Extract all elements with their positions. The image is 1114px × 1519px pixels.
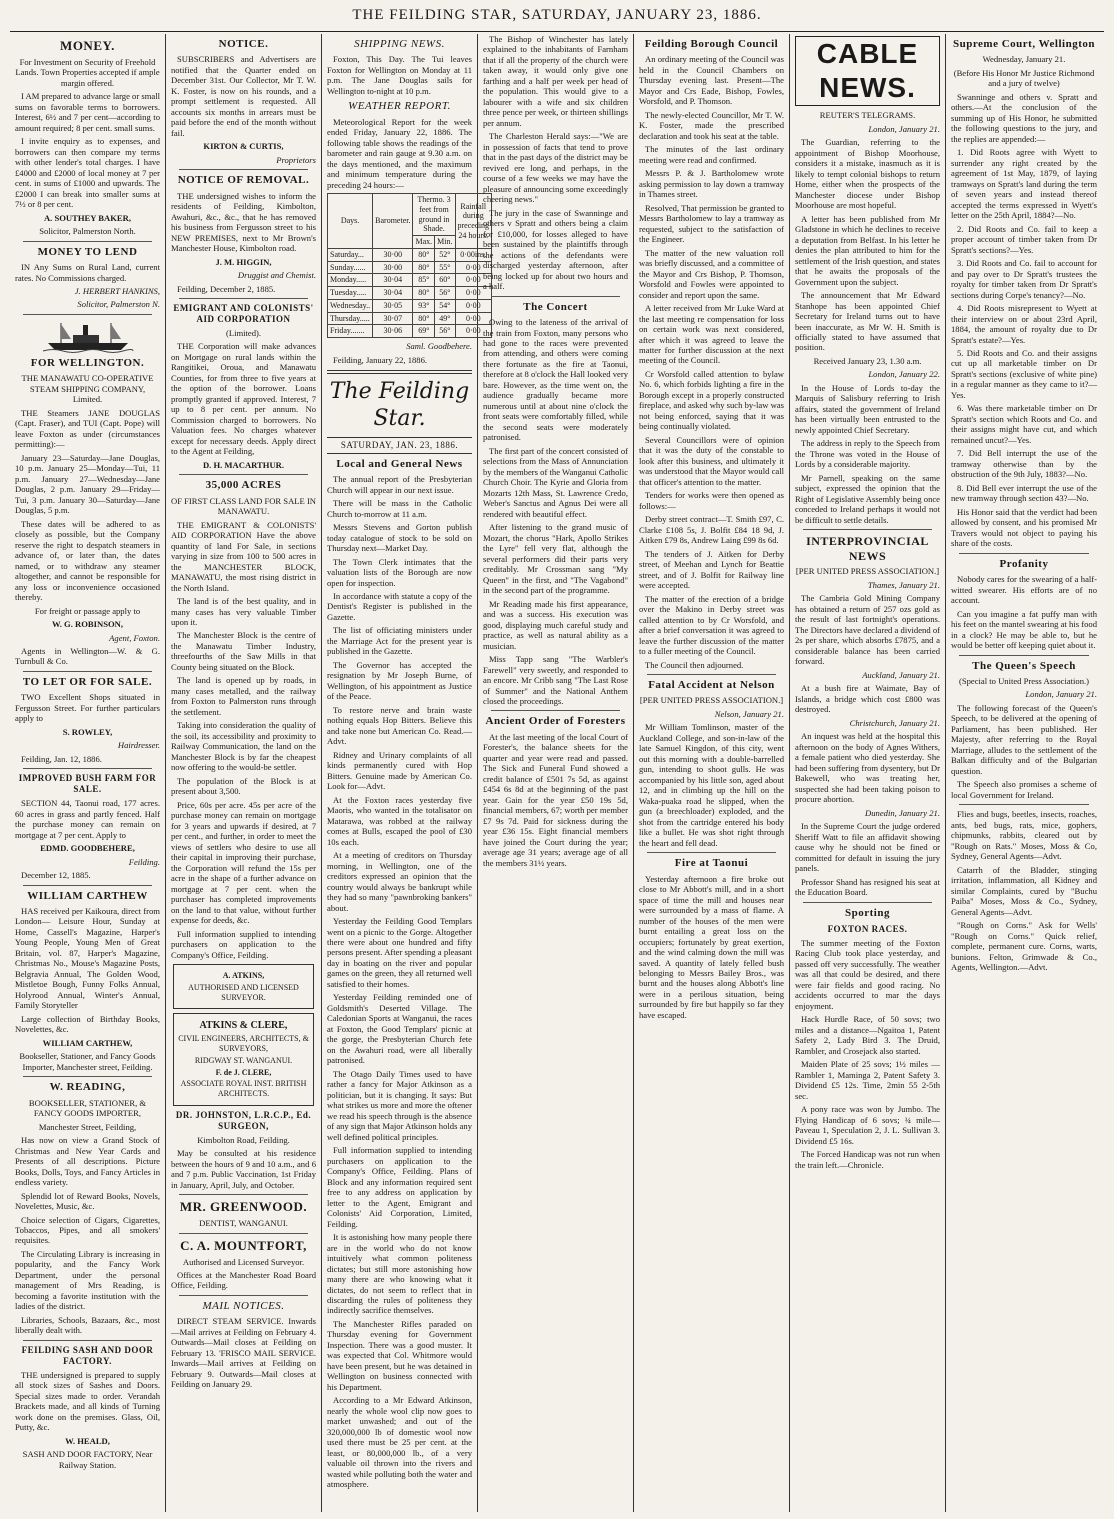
weather-cell: 80° [413, 312, 435, 325]
concert-body: Miss Tapp sang "The Warbler's Farewell" very sweetly, and responded to an encore. Mr Cribb sang "The Last Rose of Summer" and the National Anthem closed the proceedings. [483, 654, 628, 706]
atkins-clere-address: RIDGWAY ST. WANGANUI. [194, 1055, 293, 1065]
local-item: Full information supplied to intending purchasers on application to the Company's Office, Feilding. Plans of Block and any information required sent free to any address on application by letter to the Agent, Emigrant and Colonists' Aid Corporation, Limited, Feilding. [327, 1145, 472, 1229]
greenwood-heading: MR. GREENWOOD. [179, 1199, 308, 1215]
speech-body: The following forecast of the Queen's Speech, to be delivered at the opening of Parliament, has been published. Her Majesty, after referring to the Royal Marriage, alludes to the settlement of the Balkan difficulty and of the Bulgarian question. [951, 702, 1097, 776]
council-body: Messrs P. & J. Bartholomew wrote asking permission to lay down a tramway in Thames street. [639, 168, 784, 200]
court-item: His Honor said that the verdict had been allowed by consent, and his promised Mr Travers would not object to paying his share of the costs. [951, 506, 1097, 549]
court-item: 4. Did Roots misrepresent to Wyett at their interview on or about 23rd April, 1884, the amount of royalty due to Dr Spratt's estate?—Yes. [951, 303, 1097, 345]
divider [959, 804, 1089, 805]
cable-date: London, January 21. [868, 123, 940, 134]
manawatu-company: THE MANAWATU CO-OPERATIVE STEAM SHIPPING COMPANY, Limited. [21, 373, 154, 405]
weather-cell: 0·00 [455, 325, 492, 338]
interprovincial-heading: INTERPROVINCIAL NEWS [806, 534, 929, 563]
rowley-name: S. ROWLEY, [62, 726, 113, 737]
interprovincial-date: Thames, January 21. [867, 579, 940, 590]
masthead-title: THE FEILDING STAR, SATURDAY, JANUARY 23, 1886. [352, 6, 762, 23]
reading-heading: W. READING, [49, 1081, 126, 1094]
divider [179, 1233, 308, 1234]
notice-body: SUBSCRIBERS and Advertisers are notified that the Quarter ended on December 31st. Our Collector, Mr T. W. K. Foster, is now on his rounds, and a prompt settlement is requested. All accounts six months in arrears must be paid before the end of the month without fail. [171, 54, 316, 138]
concert-body: Mr Reading made his first appearance, and was a success. His execution was good, displaying much careful study and practice, as well as natural ability as a musician. [483, 598, 628, 651]
speech-heading: The Queen's Speech [972, 659, 1076, 672]
weather-cell: 30·07 [373, 312, 413, 325]
emigrant-body: THE Corporation will make advances on Mortgage on rural lands within the Rangitikei, Oroua, and Manawatu Counties, for from three to five years at the option of the borrower. Loans promptly granted if approved. Interest, 7 up to 8 per cent. per annum. No Commission charged to borrowers. No Valuation fees. No charges whatever except for necessary deeds. Apply direct to the Agent at Feilding, [171, 341, 316, 457]
local-item: The annual report of the Presbyterian Church will appear in our next issue. [327, 474, 472, 495]
emigrant2-body-8: Full information supplied to intending purchasers on application to the Company's Office, Feilding. [171, 928, 316, 960]
weather-cell: 30·06 [373, 325, 413, 338]
carthew-heading: WILLIAM CARTHEW [27, 889, 148, 902]
council-body: Derby street contract—T. Smith £97, C. Clarke £108 5s, J. Bolfit £84 18 9d, J. Aitken £79 8s, Andrew Laing £99 8s 6d. [639, 514, 784, 546]
weather-cell: Sunday...... [328, 261, 373, 274]
weather-heading: WEATHER REPORT. [348, 100, 451, 113]
weather-cell: 49° [435, 312, 455, 325]
column-6 [790, 34, 946, 1512]
interprovincial-item: An inquest was held at the hospital this afternoon on the body of Agnes Withers, a female patient who died yesterday. She had been suffering from dysentery, but Dr Bakewell, who was treating her, suspected she had been taking poison to procure abortion. [795, 731, 940, 805]
weather-row [328, 261, 492, 274]
reading-body-4: The Circulating Library is increasing in popularity, and the Fancy Work Department, under the personal management of Mrs Reading, is becoming a favorite institution with the ladies of the district. [15, 1248, 160, 1312]
local-item: To restore nerve and brain waste nothing equals Hop Bitters. Believe this and take none but American Co. Read.—Advt. [327, 704, 472, 747]
atkins-box [173, 964, 314, 1009]
weather-cell: 56° [435, 325, 455, 338]
court-date: Wednesday, January 21. [982, 54, 1066, 65]
carthew-sig-2: Bookseller, Stationer, and Fancy Goods Importer, Manchester street, Feilding. [19, 1051, 156, 1072]
news-item: The Bishop of Winchester has lately explained to the inhabitants of Farnham that if all the property of the church were taken away, it would only give one farthing and a half per week per head of the population. This would give to a labourer with a wife and six children three pence per week, or thirteen shillings per annum. [483, 34, 628, 128]
council-body: The tenders of J. Aitken for Derby street, of Meehan and Lynch for Beattie street, and of J. Bolfit for Railway line were accepted. [639, 548, 784, 591]
weather-cell: 0·00 [455, 261, 492, 274]
council-body: Resolved, That permission be granted to Messrs Bartholomew to lay a tramway as requested, subject to the satisfaction of the Engineer. [639, 202, 784, 245]
reading-body: Has now on view a Grand Stock of Christmas and New Year Cards and Presents of all descriptions. Picture Books, Dolls, Toys, and Fancy Articles in endless variety. [15, 1135, 160, 1188]
weather-cell: 54° [435, 299, 455, 312]
goodbehere-title: Feilding. [128, 856, 160, 867]
emigrant2-body-4: The land is opened up by roads, in many cases metalled, and the railway from Foxton to Palmerston runs through the settlement. [171, 675, 316, 717]
weather-cell: 30·04 [373, 274, 413, 287]
steamship-illustration [15, 319, 160, 353]
atkins-clere-title: CIVIL ENGINEERS, ARCHITECTS, & SURVEYORS, [178, 1034, 309, 1054]
court-item: 7. Did Bell interrupt the use of the tramway otherwise than by the obstruction of the 9th July, 1883?—No. [951, 448, 1097, 480]
divider [179, 1194, 308, 1195]
cable-date: London, January 22. [868, 369, 940, 380]
money-intro: For Investment on Security of Freehold Lands. Town Properties accepted if ample margin offered. [15, 56, 160, 88]
notice-heading: NOTICE. [218, 38, 269, 50]
weather-col-barometer: Barometer. [373, 194, 413, 249]
council-body: The matter of the new valuation roll was briefly discussed, and a committee of the Mayor and Crs Bishop, P. Thomson, Worsfold and Fowles were appointed to consider and report upon the same. [639, 247, 784, 300]
council-body: A letter received from Mr Luke Ward at the last meeting re compensation for loss on certain work was next considered, after which it was agreed to leave the matter for further discussion at the next meeting of the Council. [639, 303, 784, 366]
interprovincial-item: At a bush fire at Waimate, Bay of Islands, a bridge which cost £800 was destroyed. [795, 683, 940, 715]
weather-table [327, 193, 492, 338]
reading-body-5: Libraries, Schools, Bazaars, &c., most liberally dealt with. [15, 1314, 160, 1336]
local-item: Yesterday Feilding reminded one of Goldsmith's Deserted Village. The Caledonian Sports at Wanganui, the races at Foxton, the Good Templars' picnic at the gorge, the Presbyterian Church fete on the Awahuri road, were all liberally patronised. [327, 992, 472, 1066]
divider [23, 314, 152, 315]
freight-line: For freight or passage apply to [34, 605, 141, 616]
money-heading: MONEY. [60, 38, 115, 53]
removal-heading: NOTICE OF REMOVAL. [177, 174, 310, 187]
council-body: The minutes of the last ordinary meeting were read and confirmed. [639, 144, 784, 165]
foxton-races-heading: FOXTON RACES. [827, 923, 908, 934]
cable-item: In the House of Lords to-day the Marquis of Salisbury referring to Irish affairs, stated the government of Ireland has been virtually been entrusted to the newly appointed Chief Secretary. [795, 382, 940, 435]
divider [179, 1295, 308, 1296]
let-body: TWO Excellent Shops situated in Fergusson Street. For further particulars apply to [15, 692, 160, 724]
weather-cell: 0·00 [455, 299, 492, 312]
divider [179, 298, 308, 299]
weather-row [328, 287, 492, 300]
money-body: I AM prepared to advance large or small sums on favorable terms to borrowers. Interest, 6½ and 7 per cent—according to amount required; 8 per cent. small sums. [15, 91, 160, 133]
divider [23, 1340, 152, 1341]
mountfort-title: Authorised and Licensed Surveyor. [182, 1256, 305, 1267]
southey-title: Solicitor, Palmerston North. [39, 226, 136, 237]
hankins-title: Solicitor, Palmerston N. [77, 299, 160, 310]
sporting-item: Maiden Plate of 25 sovs; 1½ miles —Rambler 1, Maminga 2, Patent Safety 3. Dividend £5 12s. Time, 2min 55 2-5th sec. [795, 1059, 940, 1101]
bush-heading: IMPROVED BUSH FARM FOR SALE. [18, 773, 157, 795]
reading-sub-2: Manchester Street, Feilding, [38, 1121, 137, 1132]
heald-name: W. HEALD, [65, 1435, 110, 1446]
emigrant2-body-6: The population of the Block is at present about 3,500. [171, 775, 316, 797]
divider [23, 671, 152, 672]
nelson-heading: Fatal Accident at Nelson [648, 679, 775, 692]
council-body: Tenders for works were then opened as follows:— [639, 490, 784, 511]
emigrant2-body-7: Price, 60s per acre. 45s per acre of the purchase money can remain on mortgage for 3 years and upwards if desired, at 7 per cent., and further, in order to meet the views of settlers who desire to use all their capital in improving their purchase, the Corporation will refund the 15s per acre in the shape of a further advance on mortgage at 7 per cent. when the purchaser has completed improvements on the land to that value, without further expense for deeds, &c. [171, 799, 316, 926]
newspaper-flag: The Feilding Star. [329, 379, 470, 431]
johnston-address: Kimbolton Road, Feilding. [197, 1134, 290, 1145]
local-item: The Governor has accepted the resignation by Mr Joseph Burne, of Wellington, of his appointment as Justice of the Peace. [327, 659, 472, 702]
foresters-body: At the last meeting of the local Court of Forester's, the balance sheets for the quarter and year were read and passed. The Sick and Funeral Fund showed a credit balance of £501 7s 5d, as against £454 6s 8d at the beginning of the past year. Gain for the year £50 19s 5d, financial members, 67; worth per member £7 9s 7d. Paid for sickness during the year £36 15s. Eight financial members have joined the Court during the year; average age 31 years; average age of all the members 31½ years. [483, 731, 628, 868]
weather-cell: 0·00 [455, 274, 492, 287]
mail-heading: MAIL NOTICES. [202, 1299, 285, 1312]
weather-cell: 85° [413, 274, 435, 287]
divider [23, 1076, 152, 1077]
lend-heading: MONEY TO LEND [37, 245, 138, 258]
wellington-heading: FOR WELLINGTON. [30, 356, 145, 369]
advert-item: Catarrh of the Bladder, stinging irritation, inflammation, all Kidney and similar Complaints, cured by "Buchu Paiba" Moses, Moss & Co., Sydney, General Agents—Advt. [951, 864, 1097, 917]
emigrant2-body-5: Taking into consideration the quality of the soil, its accessibility and proximity to Railway Communication, the land on the Manchester Block is by far the cheapest now offering to the would-be settler. [171, 720, 316, 773]
robinson-title: Agent, Foxton. [109, 632, 160, 643]
interprovincial-item: Professor Shand has resigned his seat at the Education Board. [795, 876, 940, 898]
weather-col-min: Min. [435, 236, 455, 249]
cable-news-heading: CABLE NEWS. [795, 36, 940, 106]
issue-dateline: SATURDAY, JAN. 23, 1886. [327, 437, 472, 454]
emigrant-heading: EMIGRANT AND COLONISTS' AID CORPORATION [173, 303, 314, 324]
column-5 [634, 34, 790, 1512]
weather-row [328, 248, 492, 261]
higgin-name: J. M. HIGGIN, [215, 256, 272, 267]
divider [23, 241, 152, 242]
rowley-date: Feilding, Jan. 12, 1886. [21, 753, 102, 764]
local-item: The Town Clerk intimates that the valuation lists of the Borough are now open for inspection. [327, 556, 472, 588]
divider [803, 902, 932, 903]
court-item: 1. Did Roots agree with Wyett to surrender any right created by the agreement of 1st May, 1879, of laying tramways on Spratt's land during the term of seven years and instead thereof accepted the terms expressed in Wyett's letter on the 25th April, 1884?—No. [951, 147, 1097, 221]
local-item: At the Foxton races yesterday five Maoris, who wanted in the totalisator on Matarawa, was robbed at the railway comes at Bulls, escaped the pool of £30 10s each. [327, 794, 472, 847]
heald-title: SASH AND DOOR FACTORY, Near Railway Station. [22, 1449, 153, 1470]
concert-body: Owing to the lateness of the arrival of the train from Foxton, many persons who had gone to the races were prevented from attending, and others were coming there fortunate as the fire at Taonui, therefore at 8 o'clock the Hall looked very bare. However, as the time went on, the audience gradually became more numerous until at about nine o'clock the front seats were comfortably filled, while the second seats were moderately patronised. [483, 317, 628, 443]
local-item: Messrs Stevens and Gorton publish today catalogue of stock to be sold on Thursday next—Market Day. [327, 522, 472, 554]
sporting-item: Hack Hurdle Race, of 50 sovs; two miles and a distance—Ngaitoa 1, Patent Safety 2, Lady Bird 3. The Druid, Rambler, and Crosejack also started. [795, 1014, 940, 1056]
weather-cell: 60° [435, 274, 455, 287]
column-4 [478, 34, 634, 1512]
local-item: The list of officiating ministers under the Marriage Act for the present year is published in the Gazette. [327, 625, 472, 657]
council-body: Cr Worsfold called attention to bylaw No. 6, which forbids lighting a fire in the Borough except in a properly constructed fireplace, and asked why such by-law was not being enforced, saying that it was being continually violated. [639, 368, 784, 432]
nelson-body: Mr William Tomlinson, master of the Auckland College, and son-in-law of the late Samuel Kingdon, of this city, went out this morning with a double-barrelled gun, intending to shoot gulls. He was accompanied by his little son, aged about 12, and in climbing up the hill on the Waka-puaka road he slipped, when the gun (a breechloader) exploded, and the shot from the cartridge entered his body like a bullet. He was shot right through the heart and fell dead. [639, 722, 784, 848]
weather-cell: Saturday... [328, 248, 373, 261]
sailings-list: January 23—Saturday—Jane Douglas, 10 p.m. January 25—Monday—Tui, 11 p.m. January 27—Wednesday—Jane Douglas, 2 p.m. January 29—Friday—Tui, 3 p.m. January 30—Saturday—Jane Douglas, 5 p.m. [15, 452, 160, 516]
foresters-heading: Ancient Order of Foresters [485, 715, 626, 728]
court-item: 2. Did Roots and Co. fail to keep a proper account of timber taken from Dr Spratt's sections?—Yes. [951, 223, 1097, 255]
carthew-body-2: Large collection of Birthday Books, Novelettes, &c. [15, 1013, 160, 1035]
nelson-date: Nelson, January 21. [714, 708, 784, 719]
emigrant2-body-2: The land is of the best quality, and in many cases has very valuable Timber upon it. [171, 596, 316, 627]
weather-col-rainfall: Rainfall during preceding 24 hours. [455, 194, 492, 249]
profanity-body: Can you imagine a fat puffy man with his feet on the mantel swearing at his food in a clock? He may be able to, but he would be better off keeping quiet about it. [951, 608, 1097, 651]
local-item: It is astonishing how many people there are in the world who do not know intuitively what common politeness dictates; but still more astonishing how many there are who knowing what it dictates, do not seem to reflect that in discarding the rules of politeness they indirectly sacrifice themselves. [327, 1232, 472, 1316]
column-1 [10, 34, 166, 1512]
concert-body: The first part of the concert consisted of selections from the Mass of Annunciation by the members of the Wanganui Catholic Church Choir. The Kyrie and Gloria from Mozarts 12th Mass, St. Lawrence Credo, Weber's Sanctus and Agnus Dei were all rendered with beautiful effect. [483, 445, 628, 519]
weather-cell: 52° [435, 248, 455, 261]
divider [647, 674, 776, 675]
emigrant-sub: (Limited). [225, 327, 262, 338]
local-item: The Manchester Rifles paraded on Thursday evening for Government Inspection. There was a good muster. It was expected that Col. Whitmore would have been present, but he was detained in Wellington on business connected with his Department. [327, 1318, 472, 1392]
taonui-heading: Fire at Taonui [674, 857, 749, 870]
weather-row [328, 274, 492, 287]
atkins-clere-box [173, 1013, 314, 1106]
weather-cell: Friday....... [328, 325, 373, 338]
sash-heading: FEILDING SASH AND DOOR FACTORY. [21, 1344, 154, 1366]
weather-col-days: Days. [328, 194, 373, 249]
kirton-name: KIRTON & CURTIS, [203, 141, 284, 152]
council-body: The matter of the erection of a bridge over the Makino in Derby street was called attention to by Cr Worsfold, and after a brief conversation it was agreed to leave the further discussion of the matter to a fuller meeting of the Council. [639, 593, 784, 657]
local-item: In accordance with statute a copy of the Dentist's Register is published in the Gazette. [327, 590, 472, 622]
masthead-rule [10, 31, 1104, 32]
sporting-item: The summer meeting of the Foxton Racing Club took place yesterday, and passed off very successfully. The weather was all that could be desired, and there were fair fields and good racing. No accidents occurred to mar the days enjoyment. [795, 937, 940, 1011]
clere-name: F. de J. CLERE, [215, 1067, 272, 1077]
interprovincial-item: In the Supreme Court the judge ordered Sheriff Watt to file an affidavit showing cause why he should not be fined or committed for default in issuing the jury panels. [795, 821, 940, 874]
council-body: The Council then adjourned. [645, 659, 744, 670]
clere-title: ASSOCIATE ROYAL INST. BRITISH ARCHITECTS. [180, 1079, 307, 1099]
weather-cell: Wednesday.. [328, 299, 373, 312]
cable-item: The address in reply to the Speech from the Throne was voted in the House of Lords by a considerable majority. [795, 438, 940, 470]
weather-cell: 80° [413, 261, 435, 274]
profanity-body: Nobody cares for the swearing of a half-witted swearer. His efforts are of no account. [951, 574, 1097, 606]
interprovincial-date: Christchurch, January 21. [849, 717, 940, 728]
sporting-heading: Sporting [845, 906, 890, 919]
removal-body: THE undersigned wishes to inform the residents of Feilding, Kimbolton, Awahuri, &c., &c., that he has removed his business from Fergusson street to his NEW PREMISES, next to Mr Brown's Manchester House, Kimbolton road. [171, 190, 316, 254]
council-body: An ordinary meeting of the Council was held in the Council Chambers on Thursday evening last. Present—The Mayor and Crs Eade, Bishop, Fowles, Worsfold, and P. Thomson. [639, 54, 784, 107]
court-heading: Supreme Court, Wellington [953, 38, 1095, 50]
reading-body-2: Splendid lot of Reward Books, Novels, Novelettes, Music, &c. [15, 1190, 160, 1212]
advert-item: Flies and bugs, beetles, insects, roaches, ants, bed bugs, rats, mice, gophers, chipmunks, rabbits, cleared out by "Rough on Rats." Moses, Moss & Co, Sydney, General Agents—Advt. [951, 809, 1097, 862]
weather-cell: 80° [413, 287, 435, 300]
reading-sub: BOOKSELLER, STATIONER, & FANCY GOODS IMPORTER, [28, 1097, 147, 1119]
weather-row [328, 325, 492, 338]
speech-date: London, January 21. [1025, 689, 1097, 700]
macarthur-name: D. H. MACARTHUR. [202, 459, 285, 470]
agents-line: Agents in Wellington—W. & G. Turnbull & Co. [15, 645, 160, 667]
local-item: Yesterday the Feilding Good Templars went on a picnic to the Gorge. Altogether there were about one hundred and fifty persons present. After spending a pleasant day in boating on the river and popular games on the green, they all returned well satisfied to their homes. [327, 916, 472, 989]
shipping-heading: SHIPPING NEWS. [354, 38, 445, 50]
interprovincial-item: The Cambria Gold Mining Company has obtained a return of 257 ozs gold as the result of last fortnight's operations. The Directors have declared a dividend of 2s per share, which absorbs £7875, and a considerable balance has been carried forward. [795, 593, 940, 667]
concert-body: After listening to the grand music of Mozart, the chorus "Hark, Apollo Strikes the Lyre" fell very flat, although the several performers did their parts very creditably. Mr Crossman sang "My Queen" in the first, and "The Vagabond" in the second part of the programme. [483, 522, 628, 596]
divider [179, 169, 308, 170]
acres-sub: OF FIRST CLASS LAND FOR SALE IN MANAWATU. [171, 495, 317, 517]
newspaper-columns [10, 34, 1104, 1512]
weather-cell: 30·00 [373, 261, 413, 274]
bush-body: SECTION 44, Taonui road, 177 acres. 60 acres in grass and partly fenced. Half the purchase money can remain on mortgage at 7 per cent. Apply to [15, 798, 160, 840]
cable-item: Mr Parnell, speaking on the same subject, expressed the opinion that the Right of Legislative Assembly being once conceded to Ireland perhaps it would not be difficult to settle details. [795, 472, 940, 525]
higgin-date: Feilding, December 2, 1885. [177, 283, 276, 294]
mail-body: DIRECT STEAM SERVICE. Inwards—Mail arrives at Feilding on February 4. Outwards—Mail closes at Feilding on February 13. 'FRISCO MAIL SERVICE. Inwards—Mail arrives at Feilding on February 9. Outwards—Mail closes at Feilding on January 29. [171, 1316, 316, 1390]
local-item: Ridney and Urinary complaints of all kinds permanently cured with Hop Bitters. Genuine made by American Co. Look for—Advt. [327, 749, 472, 792]
local-item: According to a Mr Edward Atkinson, nearly the whole wool clip now goes to market unwashed; and out of the 320,000,000 lb of domestic wool now used there must be 25 per cent. at the least, or 80,000,000 lb., of a very valuable oil thrown into the rivers and wasted while polluting both the water and atmosphere. [327, 1395, 472, 1490]
kirton-title: Proprietors [276, 154, 316, 165]
steamers-body: THE Steamers JANE DOUGLAS (Capt. Fraser), and TUI (Capt. Pope) will leave Foxton as under (circumstances permitting):— [15, 407, 160, 450]
weather-cell: 55° [435, 261, 455, 274]
divider [491, 710, 620, 711]
weather-cell: 69° [413, 325, 435, 338]
weather-row [328, 312, 492, 325]
weather-cell: 0·00 [455, 312, 492, 325]
sporting-item: The Forced Handicap was not run when the train left.—Chronicle. [795, 1149, 940, 1170]
rowley-title: Hairdresser. [117, 740, 160, 751]
column-3 [322, 34, 490, 1512]
carthew-body: HAS received per Kaikoura, direct from London— Leisure Hour, Sunday at Home, Cassell's Magazine, Harper's Young People, Young Men of Great Britain, vol. 87, Harper's Magazine, Christmas No., Mouse's Magazine Posts, Belgravia Annual, The Golden Wood, Mistletoe Bough, Funny Folks Annual, Holyrood Annual, Winter's Annual, Family Storyteller [15, 906, 160, 1011]
let-heading: TO LET OR FOR SALE. [22, 675, 153, 688]
divider [23, 768, 152, 769]
atkins-name: A. ATKINS, [222, 971, 265, 980]
weather-col-max: Max. [413, 236, 435, 249]
mountfort-heading: C. A. MOUNTFORT, [180, 1237, 307, 1253]
weather-body: Meteorological Report for the week ended Friday, January 22, 1886. The following table shows the readings of the barometer and rain gauge at 9.30 a.m. on the days mentioned, and the maximum and minimum temperature during the preceding 24 hours:— [327, 116, 472, 190]
cable-item: A letter has been published from Mr Gladstone in which he declines to receive a deputation from Belfast. In his letter he denies the plan attributed to him for the settlement of the Irish question, and states that he awaits the proposals of the Government upon the subject. [795, 213, 940, 287]
received-line: Received January 23, 1.30 a.m. [813, 355, 922, 366]
divider [803, 529, 932, 530]
lend-body: IN Any Sums on Rural Land, current rates. No Commissions charged. [15, 262, 160, 283]
divider [491, 296, 620, 297]
acres-heading: 35,000 ACRES [205, 479, 282, 492]
johnston-body: May be consulted at his residence between the hours of 9 and 10 a.m., and 6 and 7 p.m. Public Vaccination, 1st Friday in January, April, July, and October. [171, 1148, 316, 1190]
weather-cell: Tuesday..... [328, 287, 373, 300]
cable-item: The announcement that Mr Edward Stanhope has been appointed Chief Secretary for Ireland turns out to have been inaccurate, as Mr W. H. Smith is officially stated to have assumed that position. [795, 290, 940, 353]
local-item: The Otago Daily Times used to have rather a fancy for Major Atkinson as a politician, but it is changing. It says: But what strikes us more and more the oftener we read his speech through is the absence of any sign that Major Atkinson holds any well defined political principles. [327, 1068, 472, 1142]
nelson-source: [PER UNITED PRESS ASSOCIATION.] [639, 695, 784, 706]
double-divider [327, 370, 472, 374]
local-item: There will be mass in the Catholic Church to-morrow at 11 a.m. [327, 498, 472, 519]
council-body: Several Councillors were of opinion that it was the duty of the constable to look after this business, and ultimately it was understood that the Mayor would call that officer's attention to the matter. [639, 434, 784, 487]
divider [23, 885, 152, 886]
weather-cell: 30·04 [373, 287, 413, 300]
weather-cell: 30·00 [373, 248, 413, 261]
robinson-name: W. G. ROBINSON, [51, 619, 124, 630]
weather-rows [328, 248, 492, 337]
interprovincial-date: Auckland, January 21. [862, 669, 940, 680]
weather-signature: Saml. Goodbehere. [406, 341, 472, 352]
speech-body: The Speech also promises a scheme of local Government for Ireland. [951, 779, 1097, 800]
sporting-item: A pony race was won by Jumbo. The Flying Handicap of 6 sovs; ¾ mile—Paveau 1, Speculation 2, J. L. Sullivan 3. Dividend £5 16s. [795, 1104, 940, 1146]
advert-item: "Rough on Corns." Ask for Wells' "Rough on Corns." Quick relief, complete, permanent cure. Corns, warts, bunions. Felton, Grimwade & Co., Agents, Wellington.—Advt. [951, 920, 1097, 973]
money-body-2: I invite enquiry as to expenses, and borrowers can then compare my terms with other lender's total charges. I have £4000 and £2000 of local money at 7 per cent. in sums of £1000 and upwards. The £2000 I can break into smaller sums at 7½ or 8 per cent. [15, 136, 160, 210]
court-item: 3. Did Roots and Co. fail to account for and pay over to Dr Spratt's trustees the royalty for timber taken from Dr Spratt's sections during Corpe's tenancy?—No. [951, 258, 1097, 300]
emigrant2-body: THE EMIGRANT & COLONISTS' AID CORPORATION Have the above quantity of land For Sale, in sections varying in size from 100 to 500 acres in the MANCHESTER BLOCK, MANAWATU, the most rising district in the North Island. [171, 519, 316, 593]
speech-source: (Special to United Press Association.) [958, 675, 1090, 686]
weather-cell: 0·00 [455, 287, 492, 300]
carthew-sig: WILLIAM CARTHEW, [42, 1037, 133, 1048]
atkins-title: AUTHORISED AND LICENSED SURVEYOR. [188, 982, 299, 1002]
divider [179, 474, 308, 475]
court-sub: (Before His Honor Mr Justice Richmond and a jury of twelve) [953, 67, 1095, 89]
interprovincial-date: Dunedin, January 21. [865, 807, 940, 818]
emigrant2-body-3: The Manchester Block is the centre of the Manawatu Timber Industry, threefourths of the Saw Mills in that County being situated on the Block. [171, 630, 316, 672]
masthead [0, 0, 1114, 30]
weather-date: Feilding, January 22, 1886. [333, 354, 428, 365]
higgin-title: Druggist and Chemist. [237, 270, 316, 281]
reading-body-3: Choice selection of Cigars, Cigarettes, Tobaccos, Pipes, and all smokers' requisites. [15, 1214, 160, 1246]
weather-cell: 56° [435, 287, 455, 300]
weather-cell: 0·00ins. [455, 248, 492, 261]
divider [959, 655, 1089, 656]
taonui-body: Yesterday afternoon a fire broke out close to Mr Abbott's mill, and in a short space of time the mill and houses near were surrounded by a mass of flame. A number of the houses of the men were burnt entailing a great loss on the occupiers; fortunately by great exertion, and the wind calming down the mill was saved. A quantity of lately felled bush belonging to Messrs Bailey Bros., was burnt and the houses along Abbott's line were in a perilous situation, being surrounded by fire but happily so far they have escaped. [639, 873, 784, 1020]
local-item: At a meeting of creditors on Thursday morning, in Wellington, one of the creditors expressed an opinion that the country would always be bankrupt while they had so many "pawnbroking bankers" about. [327, 850, 472, 913]
concert-heading: The Concert [523, 300, 588, 313]
steamship-icon [43, 319, 133, 353]
weather-cell: 93° [413, 299, 435, 312]
johnston-heading: DR. JOHNSTON, L.R.C.P., Ed. SURGEON, [175, 1109, 312, 1131]
interprovincial-source: [PER UNITED PRESS ASSOCIATION.] [795, 566, 940, 577]
weather-cell: 80° [413, 248, 435, 261]
greenwood-title: DENTIST, WANGANUI. [199, 1218, 288, 1229]
weather-cell: 30·05 [373, 299, 413, 312]
goodbehere-date: December 12, 1885. [21, 870, 91, 881]
court-item: Swanninge and others v. Spratt and others.—At the conclusion of the summing up of His Honor, he submitted the following questions to the jury, and the replies are appended:— [951, 91, 1097, 144]
weather-col-thermo: Thermo. 3 feet from ground in Shade. [413, 194, 455, 236]
news-item: The jury in the case of Swanninge and others v Spratt and others being a claim for £10,000, for losses alleged to have been sustained by the plaintiffs through the actions of the defendants were discharged yesterday afternoon, after being locked up for about two hours and a half. [483, 207, 628, 292]
council-heading: Feilding Borough Council [644, 38, 779, 50]
southey-name: A. SOUTHEY BAKER, [43, 212, 132, 223]
divider [959, 553, 1089, 554]
local-heading: Local and General News [336, 457, 463, 470]
court-item: 5. Did Roots and Co. and their assigns cut up all marketable timber on Dr Spratt's sections (exclusive of white pine) in a regular manner as they came to it?—Yes. [951, 348, 1097, 400]
sash-body: THE undersigned is prepared to supply all stock sizes of Sashes and Doors. Special sizes made to order. Verandah Brackets made, and all kinds of Turning work done on the premises. Glass, Oil, Putty, &c. [15, 1369, 160, 1433]
news-item: The Charleston Herald says:—"We are in possession of facts that tend to prove that in the past days of the district may be revived ere long, and perhaps, in the course of a few weeks we may have the pleasure of announcing some exceedingly cheering news." [483, 131, 628, 205]
weather-cell: Thursday..... [328, 312, 373, 325]
court-item: 8. Did Bell ever interrupt the use of the new tramway through section 43?—No. [951, 482, 1097, 504]
court-item: 6. Was there marketable timber on Dr Spratt's section which Roots and Co. and their assigns might have cut, and which remained uncut?—Yes. [951, 403, 1097, 445]
goodbehere-name: EDMD. GOODBEHERE, [40, 843, 135, 854]
weather-cell: Monday..... [328, 274, 373, 287]
reuter-source: REUTER'S TELEGRAMS. [819, 110, 916, 121]
atkins-clere-name: ATKINS & CLERE, [199, 1020, 288, 1032]
profanity-heading: Profanity [999, 557, 1049, 570]
mountfort-body: Offices at the Manchester Road Board Office, Feilding. [171, 1269, 316, 1291]
column-7 [946, 34, 1102, 1512]
council-body: The newly-elected Councillor, Mr T. W. K. Foster, made the prescribed declaration and took his seat at the table. [639, 109, 784, 141]
weather-row [328, 299, 492, 312]
hankins-name: J. HERBERT HANKINS, [74, 285, 160, 296]
dates-body: These dates will be adhered to as closely as possible, but the Company reserve the right to despatch steamers in advance of, or later than, the dates named, or to withdraw any steamer altogether, and cannot be responsible for any loss or inconvenience occasioned thereby. [15, 518, 160, 603]
shipping-body: Foxton, This Day. The Tui leaves Foxton for Wellington on Monday at 11 p.m. The Jane Douglas sails for Wellington to-night at 10 p.m. [327, 54, 472, 96]
divider [647, 852, 776, 853]
column-2 [166, 34, 322, 1512]
cable-item: The Guardian, referring to the appointment of Bishop Moorhouse, considers it a mistake, inasmuch as it is likely to tempt colonial bishops to return Home, either when the prospects of the Manchester diocese under Bishop Moorhouse are most hopeful. [795, 137, 940, 211]
